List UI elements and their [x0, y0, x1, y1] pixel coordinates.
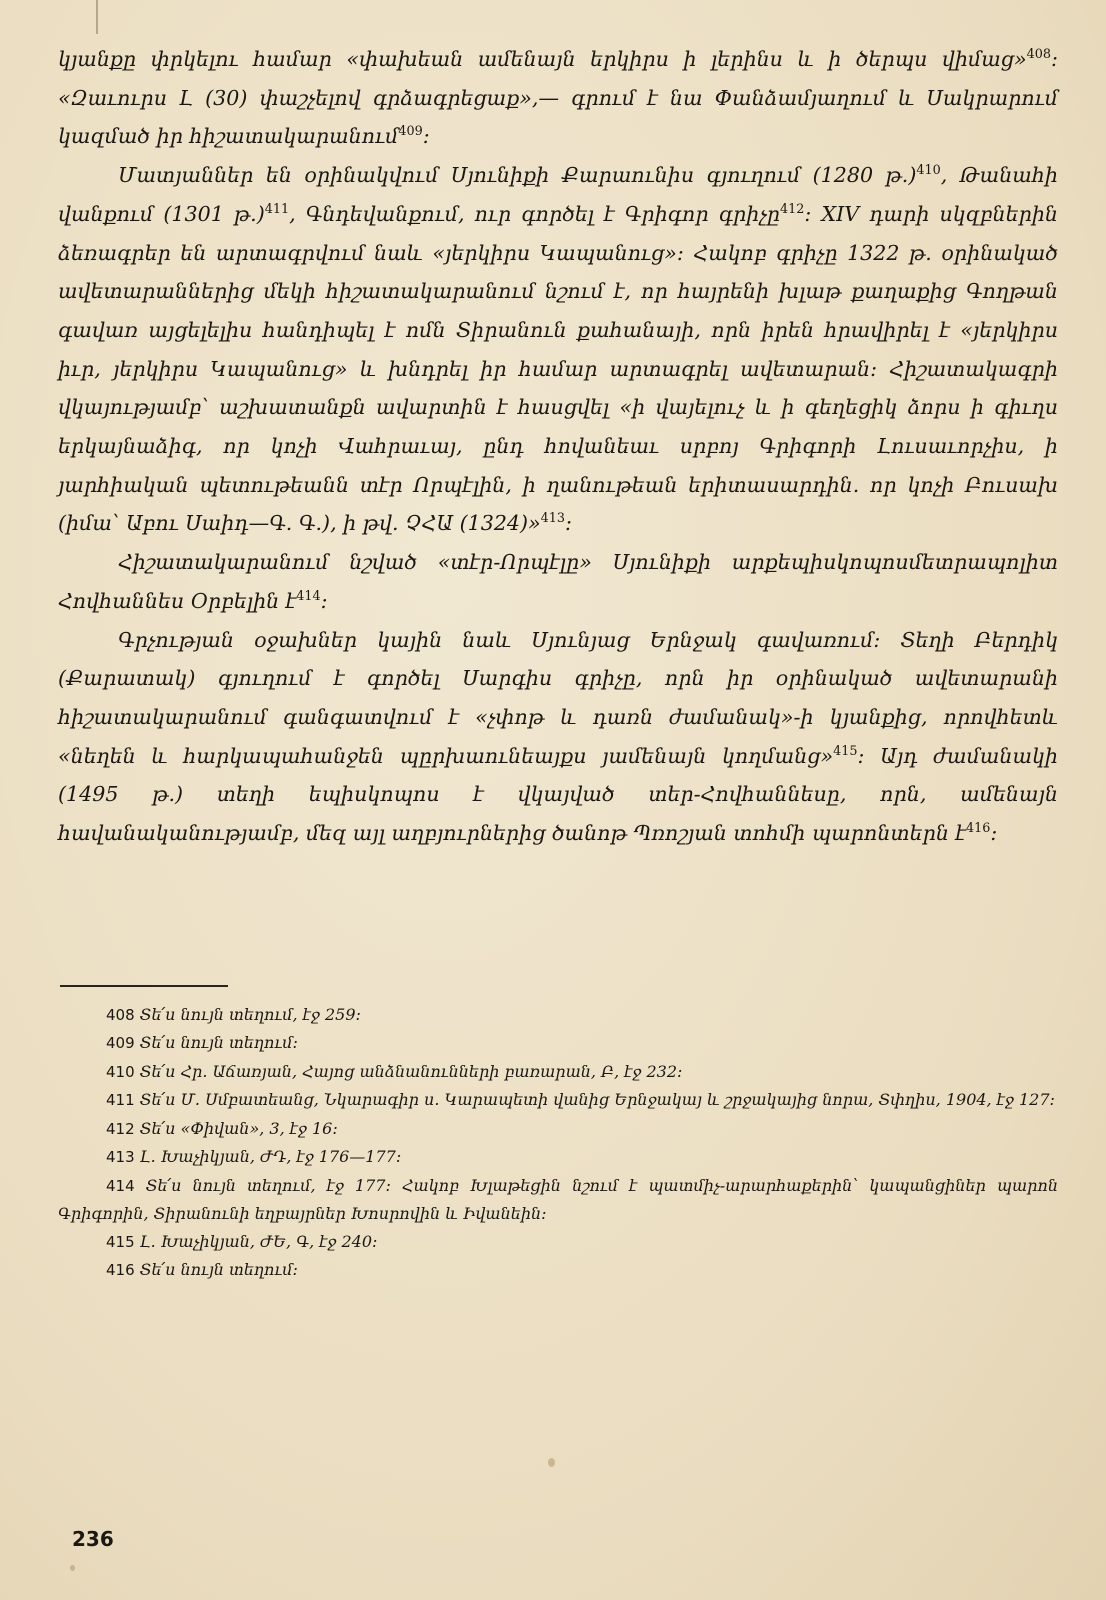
footnote [58, 1058, 1058, 1087]
footnote-text: Տե՛ս Մ. Սմբատեանց, Նկարագիր ս. Կարապետի վանից Երնջակայ և շրջակայից նորա, Տփղիս, 1904, էջ 127։ [139, 1090, 1055, 1110]
paragraph-text: , Գնդեվանքում, ուր գործել է Գրիգոր գրիչը [289, 201, 780, 226]
footnote-ref: 409 [398, 124, 423, 140]
paragraph-text: Գրչության օջախներ կային նաև Սյունյաց Երնջակ գավառում։ Տեղի Բերդիկ (Քարատակ) գյուղում է գործել Սարգիս գրիչը, որն իր օրինակած ավետարանի հիշատակարանում գանգատվում է «չփոթ և դառն ժամանակ»-ի կյանքից, որովհետև «նեղեն և հարկապահանջեն պըրխաունեայքս յամենայն կողմանց» [58, 627, 1058, 768]
footnote-ref: 416 [965, 821, 991, 837]
footnote [58, 1001, 1058, 1030]
paragraph-text: ։ [565, 511, 573, 536]
footnote-separator [60, 985, 228, 987]
footnote-text: Տե՛ս «Փիվան», 3, էջ 16։ [139, 1118, 338, 1138]
footnote-ref: 415 [833, 743, 858, 759]
footnotes [58, 1001, 1058, 1285]
footnote [58, 1115, 1058, 1144]
footnote-text: Տե՛ս նույն տեղում, էջ 259։ [139, 1004, 361, 1024]
paragraph [58, 156, 1058, 543]
ink-spot [548, 1458, 555, 1467]
footnote-text: Լ. Խաչիկյան, ԺԴ, էջ 176—177։ [139, 1147, 402, 1167]
footnote-ref: 412 [779, 201, 805, 217]
paragraph-text: կյանքը փրկելու համար «փախեան ամենայն երկիրս ի լերինս և ի ծերպս վիմաց» [58, 47, 1027, 71]
footnote-number: 412 [106, 1119, 135, 1138]
footnote-number: 413 [106, 1148, 135, 1167]
footnote-text: Տե՛ս նույն տեղում, էջ 177։ Հակոբ Խլաթեցին նշում է պատմիչ-արարհաքերին՝ կապանցիներ պարոն Գրիգորին, Տիրանունի եղբայրներ Խոսրովին և Իվանեին։ [58, 1175, 1058, 1224]
paragraph-text: ։ XIV դարի սկզբներին ձեռագրեր են արտագրվում նաև «յերկիրս Կապանուց»։ Հակոբ գրիչը 1322 թ. օրինակած ավետարաններից մեկի հիշատակարանում նշում է, որ հայրենի խլաթ քաղաքից Գողթան գավառ այցելելիս հանդիպել է ոմն Տիրանուն քահանայի, որն իրեն հրավիրել է «յերկիրս իւր, յերկիրս Կապանուց» և խնդրել իր համար արտագրել ավետարան։ Հիշատակագրի վկայությամբ՝ աշխատանքն ավարտին է հասցվել «ի վայելուչ և ի գեղեցիկ ձորս ի գիւղս երկայնաձիգ, որ կոչի Վահրաւայ, ընդ հովանեաւ սրբոյ Գրիգորի Լուսաւորչիս, ի յարհիական պետութեանն տէր Որպէլին, ի ղանութեան երիտասարդին. որ կոչի Բուսախ (իմա՝ Աբու Սաիդ—Գ. Գ.), ի թվ. ՉՀԱ (1324)» [58, 201, 1058, 536]
main-text [58, 40, 1058, 853]
footnote-ref: 414 [296, 588, 321, 604]
paragraph-text: ։ Այդ ժամանակի (1495 թ.) տեղի եպիսկոպոս է վկայված տեր-Հովհաննեսը, որն, ամենայն հավանականությամբ, մեզ այլ աղբյուրներից ծանոթ Պռոշյան տոհմի պարոնտերն է [58, 743, 1059, 846]
footnote-number: 416 [106, 1261, 135, 1280]
footnote-number: 410 [106, 1062, 135, 1081]
page-edge-mark [96, 0, 98, 34]
footnote-text: Տե՛ս նույն տեղում։ [139, 1260, 298, 1280]
footnote [58, 1029, 1058, 1058]
footnote-number: 414 [106, 1176, 135, 1195]
footnote-ref: 408 [1026, 47, 1051, 63]
paragraph-text: ։ [320, 588, 328, 613]
footnote-ref: 411 [264, 201, 290, 217]
footnote [58, 1086, 1058, 1115]
footnote-number: 415 [106, 1232, 135, 1251]
footnote-text: Տե՛ս նույն տեղում։ [139, 1033, 298, 1053]
paragraph [58, 40, 1058, 156]
footnote [58, 1172, 1058, 1228]
page-number: 236 [72, 1527, 114, 1551]
footnote-text: Տե՛ս Հր. Աճառյան, Հայոց անձնանունների բառարան, Բ, էջ 232։ [139, 1061, 683, 1081]
footnote-text: Լ. Խաչիկյան, ԺԵ, Գ, էջ 240։ [139, 1231, 378, 1251]
footnote-number: 411 [106, 1091, 135, 1110]
footnote [58, 1143, 1058, 1172]
paragraph [58, 543, 1058, 620]
footnote-ref: 413 [540, 511, 566, 527]
footnote [58, 1228, 1058, 1257]
paragraph-text: ։ [422, 124, 430, 149]
footnote-number: 409 [106, 1034, 135, 1053]
ink-spot [70, 1565, 75, 1571]
footnote-number: 408 [106, 1005, 135, 1024]
paragraph-text: , Թանահի վանքում (1301 թ.) [58, 163, 1058, 226]
paragraph [58, 621, 1058, 853]
paragraph-text: ։ [990, 821, 998, 846]
paragraph-text: Հիշատակարանում նշված «տէր-Որպէլը» Սյունիքի արքեպիսկոպոսմետրապոլիտ Հովհաննես Օրբելին է [58, 550, 1058, 613]
paragraph-text: ։ «Զաւուրս Լ (30) փաշչելով գրձագրեցաք»,— գրում է նա Փանձամյաղում և Սակրարում կազմած իր հիշատակարանում [58, 47, 1058, 149]
paragraph-text: Մատյաններ են օրինակվում Սյունիքի Քարաունիս գյուղում (1280 թ.) [118, 163, 917, 188]
footnote [58, 1256, 1058, 1285]
footnote-ref: 410 [916, 163, 941, 179]
